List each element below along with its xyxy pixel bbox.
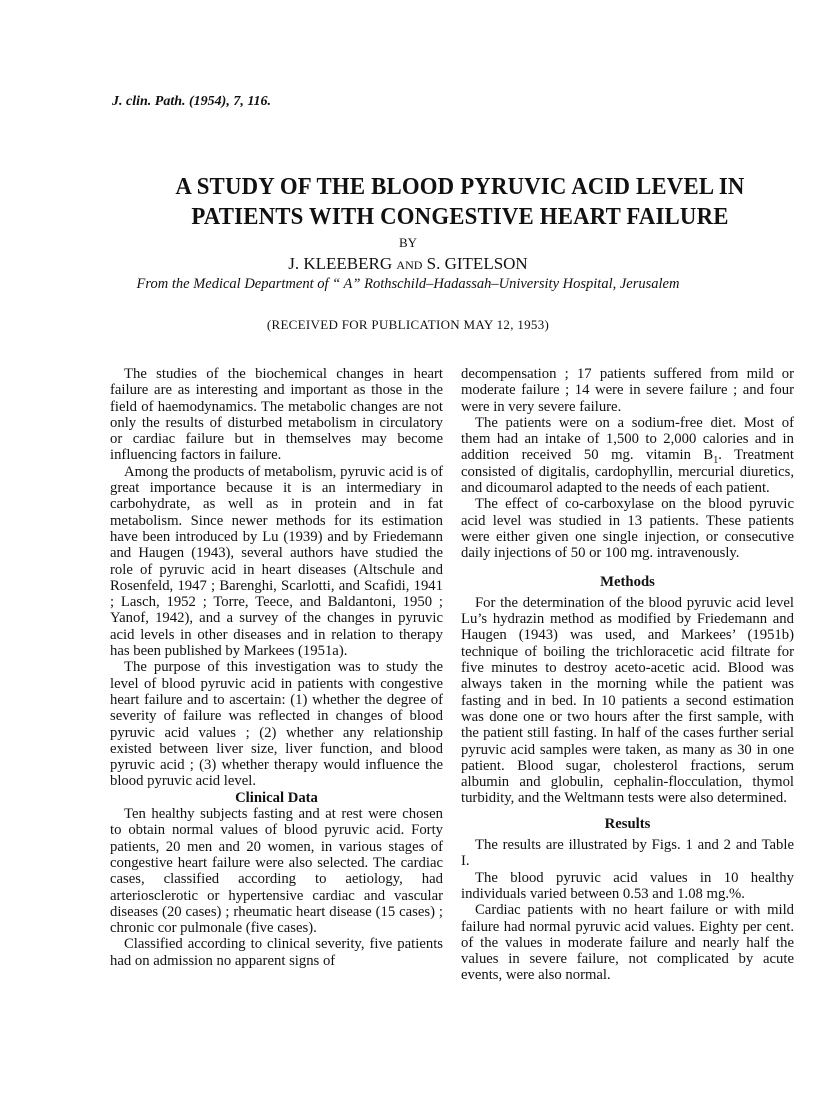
right-column: [461, 366, 794, 984]
subscript: 1: [713, 455, 719, 467]
paragraph: Classified according to clinical severity, five patients had on admission no apparent signs of: [110, 936, 443, 969]
journal-citation: J. clin. Path. (1954), 7, 116.: [112, 94, 272, 109]
authors: [0, 254, 816, 274]
author-1: J. KLEEBERG: [288, 254, 393, 273]
received-date: (RECEIVED FOR PUBLICATION MAY 12, 1953): [266, 317, 550, 332]
text-run: The patients were on a sodium-free diet. Most of them had an intake of 1,500 to 2,000 calories and in addition received 50 mg. vitamin B: [461, 414, 794, 464]
left-column: [110, 366, 443, 969]
paragraph: Among the products of metabolism, pyruvic acid is of great importance because it is an intermediary in carbohydrate, as well as in protein and in fat metabolism. Since newer methods for its estimation have been introduced by Lu (1939) and by Friedemann and Haugen (1943), several authors have studied the role of pyruvic acid in heart diseases (Altschule and Rosenfeld, 1947 ; Barenghi, Scarlotti, and Scafidi, 1941 ; Lasch, 1952 ; Torre, Teece, and Baldantoni, 1950 ; Yanof, 1942), and a survey of the changes in pyruvic acid levels in other diseases and in relation to therapy has been published by Markees (1951a).: [110, 463, 443, 660]
paragraph: For the determination of the blood pyruvic acid level Lu’s hydrazin method as modified by Friedemann and Haugen (1943) was used, and Markees’ (1951b) technique of boiling the trichloracetic acid filtrate for five minutes to destroy aceto-acetic acid. Blood was always taken in the morning while the patient was fasting and in bed. In 10 patients a second estimation was done one or two hours after the first sample, with the patient still fasting. In half of the cases further serial pyruvic acid samples were taken, as many as 30 in one patient. Blood sugar, cholesterol fractions, serum albumin and globulin, cephalin-flocculation, thymol turbidity, and the Weltmann tests were also determined.: [461, 594, 794, 807]
paragraph: decompensation ; 17 patients suffered from mild or moderate failure ; 14 were in severe failure ; and four were in very severe failure.: [461, 366, 794, 415]
byline: BY: [398, 235, 418, 250]
author-2: S. GITELSON: [426, 254, 528, 273]
paragraph: The studies of the biochemical changes in heart failure are as interesting and important as those in the field of haemodynamics. The metabolic changes are not only the results of disturbed metabolism in circulatory or cardiac failure but in themselves may become influencing factors in failure.: [110, 366, 443, 464]
article-title: [116, 172, 804, 232]
paragraph: The effect of co-carboxylase on the blood pyruvic acid level was studied in 13 patients. These patients were either given one single injection, or consecutive daily injections of 50 or 100 mg. intravenously.: [461, 496, 794, 562]
affiliation: From the Medical Department of “ A” Rothschild–Hadassah–University Hospital, Jerusalem: [136, 276, 680, 292]
text-run: . Treatment consisted of digitalis, cardophyllin, mercurial diuretics, and dicoumarol adapted to the needs of each patient.: [461, 447, 794, 497]
section-heading-results: Results: [604, 815, 651, 832]
section-heading-methods: Methods: [600, 573, 655, 590]
paragraph: Cardiac patients with no heart failure or with mild failure had normal pyruvic acid values. Eighty per cent. of the values in moderate failure and nearly half the values in severe failure, not complicated by acute events, were also normal.: [461, 902, 794, 984]
paragraph: Ten healthy subjects fasting and at rest were chosen to obtain normal values of blood pyruvic acid. Forty patients, 20 men and 20 women, in various stages of congestive heart failure were also selected. The cardiac cases, classified according to aetiology, had arteriosclerotic or hypertensive cardiac and vascular diseases (20 cases) ; rheumatic heart disease (15 cases) ; chronic cor pulmonale (five cases).: [110, 806, 443, 937]
title-line-1: A STUDY OF THE BLOOD PYRUVIC ACID LEVEL IN: [175, 173, 745, 200]
title-line-2: PATIENTS WITH CONGESTIVE HEART FAILURE: [191, 203, 729, 230]
paragraph: The blood pyruvic acid values in 10 healthy individuals varied between 0.53 and 1.08 mg.%.: [461, 869, 794, 902]
paragraph: The results are illustrated by Figs. 1 and 2 and Table I.: [461, 837, 794, 870]
section-heading-clinical-data: Clinical Data: [235, 789, 318, 806]
paragraph: [461, 415, 794, 496]
author-conjunction: AND: [396, 258, 423, 272]
paragraph: The purpose of this investigation was to study the level of blood pyruvic acid in patients with congestive heart failure and to ascertain: (1) whether the degree of severity of failure was reflected in changes of blood pyruvic acid values ; (2) whether any relationship existed between liver size, liver function, and blood pyruvic acid ; (3) whether therapy would influence the blood pyruvic acid level.: [110, 659, 443, 790]
